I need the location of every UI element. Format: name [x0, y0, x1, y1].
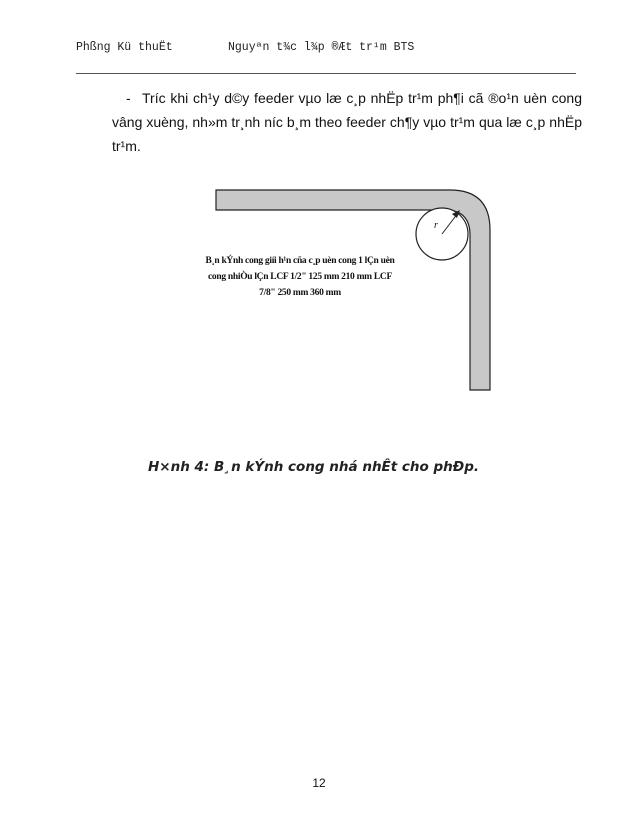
header-title: Nguyªn t¾c l¾p ®Æt tr¹m BTS	[228, 41, 415, 54]
figure-caption: H×nh 4: B¸n kÝnh cong nhá nhÊt cho phÐp.	[148, 459, 479, 475]
header-divider	[76, 73, 576, 74]
bullet-dash: -	[126, 90, 131, 106]
bend-radius-spec	[172, 253, 428, 301]
page-number: 12	[312, 776, 326, 790]
radius-label: r	[434, 220, 438, 231]
spec-line-1: B¸n kÝnh cong giíi h¹n cña c¸p uèn cong 1 lÇn uèn	[205, 256, 395, 266]
paragraph-text: Tríc khi ch¹y d©y feeder vµo læ c¸p nhËp tr¹m ph¶i cã ®o¹n uèn cong vâng xuèng, nh»m tr¸nh níc b¸m theo feeder ch¶y vµo tr¹m qua læ c¸p nhËp tr¹m.	[112, 90, 582, 154]
body-paragraph	[112, 86, 582, 158]
spec-line-3: 7/8" 250 mm 360 mm	[259, 288, 341, 298]
header-department: Phßng Kü thuËt	[76, 41, 173, 54]
spec-line-2: cong nhiÒu lÇn LCF 1/2" 125 mm 210 mm LCF	[208, 272, 392, 282]
